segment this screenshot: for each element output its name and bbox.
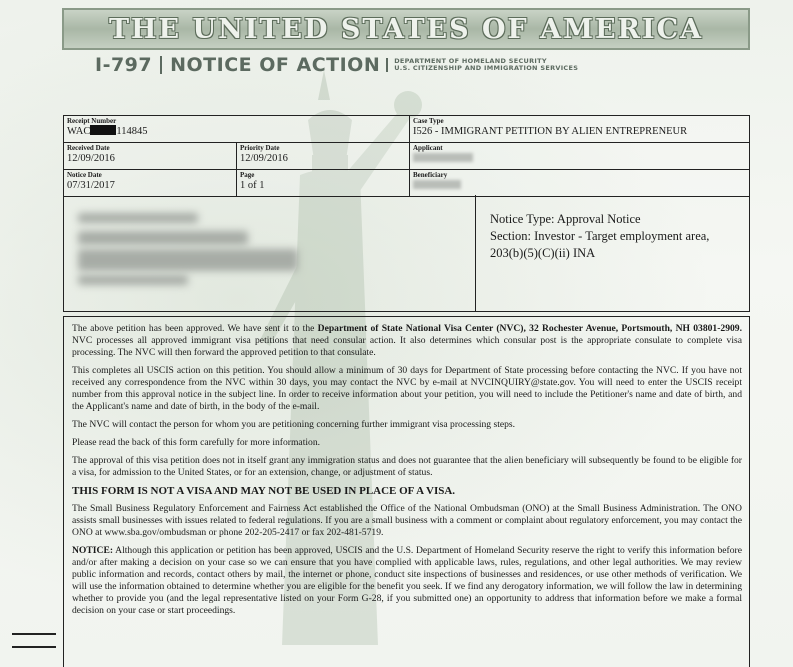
paragraph-verification-notice — [72, 545, 742, 617]
applicant-cell — [410, 143, 749, 169]
received-date-label: Received Date — [67, 144, 110, 152]
receipt-prefix: WAC — [67, 126, 91, 137]
paragraph-text: The above petition has been approved. We have sent it to the — [72, 323, 318, 334]
not-a-visa-warning: THIS FORM IS NOT A VISA AND MAY NOT BE USED IN PLACE OF A VISA. — [72, 485, 456, 497]
applicant-value — [413, 152, 746, 165]
notice-date-label: Notice Date — [67, 171, 102, 179]
address-notice-section — [63, 195, 750, 312]
form-header — [95, 52, 578, 78]
notice-section-line-1: Section: Investor - Target employment area, — [490, 229, 710, 243]
separator — [386, 58, 388, 72]
margin-mark — [12, 646, 56, 648]
form-name: NOTICE OF ACTION — [170, 54, 381, 76]
address-block — [64, 195, 476, 311]
page-cell — [237, 170, 410, 196]
notice-body — [63, 316, 750, 667]
notice-section-line-2: 203(b)(5)(C)(ii) INA — [490, 246, 596, 260]
blurred-address-line — [78, 231, 248, 245]
page-number: 1 of 1 — [240, 180, 265, 191]
notice-label: NOTICE: — [72, 545, 114, 556]
header-grid — [63, 115, 750, 197]
blurred-address-line — [78, 249, 298, 271]
paragraph-text: Although this application or petition has been approved, USCIS and the U.S. Department of Homeland Security reserve the right to verify this information before and/or after making a decision on your case so we can ensure that you have complied with applicable laws, rules, regulations, and other legal authorities. We may review public information and records, contact others by mail, the internet or phone, conduct site inspections of businesses and residences, or use other methods of verification. We will use the information obtained to determine whether you are eligible for the benefit you seek. If we find any derogatory information, we will follow the law in determining whether to provide you (and the legal representative listed on your Form G-28, if you submitted one) an opportunity to address that information before we make a formal decision on your case or start proceedings. — [72, 545, 742, 616]
paragraph-next-steps: The NVC will contact the person for whom you are petitioning concerning further immigrant visa processing steps. — [72, 419, 516, 430]
receipt-suffix: 114845 — [116, 126, 148, 137]
header-row-1 — [64, 116, 749, 143]
separator — [160, 56, 162, 74]
priority-date-cell — [237, 143, 410, 169]
notice-date: 07/31/2017 — [67, 180, 115, 191]
beneficiary-label: Beneficiary — [413, 171, 448, 179]
department-line-2: U.S. CITIZENSHIP AND IMMIGRATION SERVICES — [394, 64, 579, 72]
department-name — [394, 58, 578, 73]
received-date-cell — [64, 143, 237, 169]
priority-date: 12/09/2016 — [240, 153, 288, 164]
paragraph-text: NVC processes all approved immigrant visa petitions that need consular action. It also determines which consular post is the appropriate consulate to complete visa processing. The NVC will then forward the approved petition to that consulate. — [72, 335, 742, 358]
paragraph-read-back: Please read the back of this form carefully for more information. — [72, 437, 321, 448]
blurred-text — [413, 153, 473, 162]
receipt-number-cell — [64, 116, 410, 142]
form-number: I-797 — [95, 54, 153, 76]
beneficiary-value — [413, 179, 746, 192]
beneficiary-cell — [410, 170, 749, 196]
receipt-number — [67, 125, 406, 138]
page-label: Page — [240, 171, 255, 179]
paragraph-ombudsman: The Small Business Regulatory Enforcement and Fairness Act established the Office of the National Ombudsman (ONO) at the Small Business Administration. The ONO assists small businesses with issues related to federal regulations. If you are a small business with a comment or complaint about regulatory enforcement, you may contact the ONO at www.sba.gov/ombudsman or phone 202-205-2417 or fax 202-481-5719. — [72, 503, 742, 538]
case-type-label: Case Type — [413, 117, 444, 125]
received-date: 12/09/2016 — [67, 153, 115, 164]
priority-date-label: Priority Date — [240, 144, 280, 152]
paragraph-approval — [72, 323, 742, 359]
header-row-3 — [64, 170, 749, 196]
margin-marks — [12, 633, 56, 659]
receipt-number-label: Receipt Number — [67, 117, 117, 125]
paragraph-status-disclaimer: The approval of this visa petition does not in itself grant any immigration status and does not guarantee that the alien beneficiary will subsequently be found to be eligible for a visa, for admission to the United States, or for an extension, change, or adjustment of status. — [72, 455, 742, 478]
notice-date-cell — [64, 170, 237, 196]
notice-type: Notice Type: Approval Notice — [490, 212, 641, 226]
case-type: I526 - IMMIGRANT PETITION BY ALIEN ENTREPRENEUR — [413, 126, 688, 137]
banner — [62, 8, 750, 50]
header-row-2 — [64, 143, 749, 170]
redaction — [90, 125, 116, 135]
margin-mark — [12, 633, 56, 635]
blurred-address-line — [78, 213, 198, 223]
case-type-cell — [410, 116, 749, 142]
notice-info — [476, 195, 749, 311]
blurred-text — [413, 180, 461, 189]
banner-title: THE UNITED STATES OF AMERICA — [108, 13, 704, 45]
paragraph-nvc-contact: This completes all USCIS action on this petition. You should allow a minimum of 30 days for Department of State processing before contacting the NVC. If you have not received any correspondence from the NVC within 30 days, you may contact the NVC by e-mail at NVCINQUIRY@state.gov. You will need to enter the USCIS receipt number from this approval notice in the subject line. In order to receive information about your petition, you will need to include the Petitioner's name and date of birth, and the Applicant's name and date of birth, in the body of the e-mail. — [72, 365, 742, 412]
applicant-label: Applicant — [413, 144, 443, 152]
nvc-address: Department of State National Visa Center (NVC), 32 Rochester Avenue, Portsmouth, NH 03801-2909. — [317, 323, 742, 334]
department-line-1: DEPARTMENT OF HOMELAND SECURITY — [394, 56, 547, 65]
blurred-address-line — [78, 275, 188, 285]
